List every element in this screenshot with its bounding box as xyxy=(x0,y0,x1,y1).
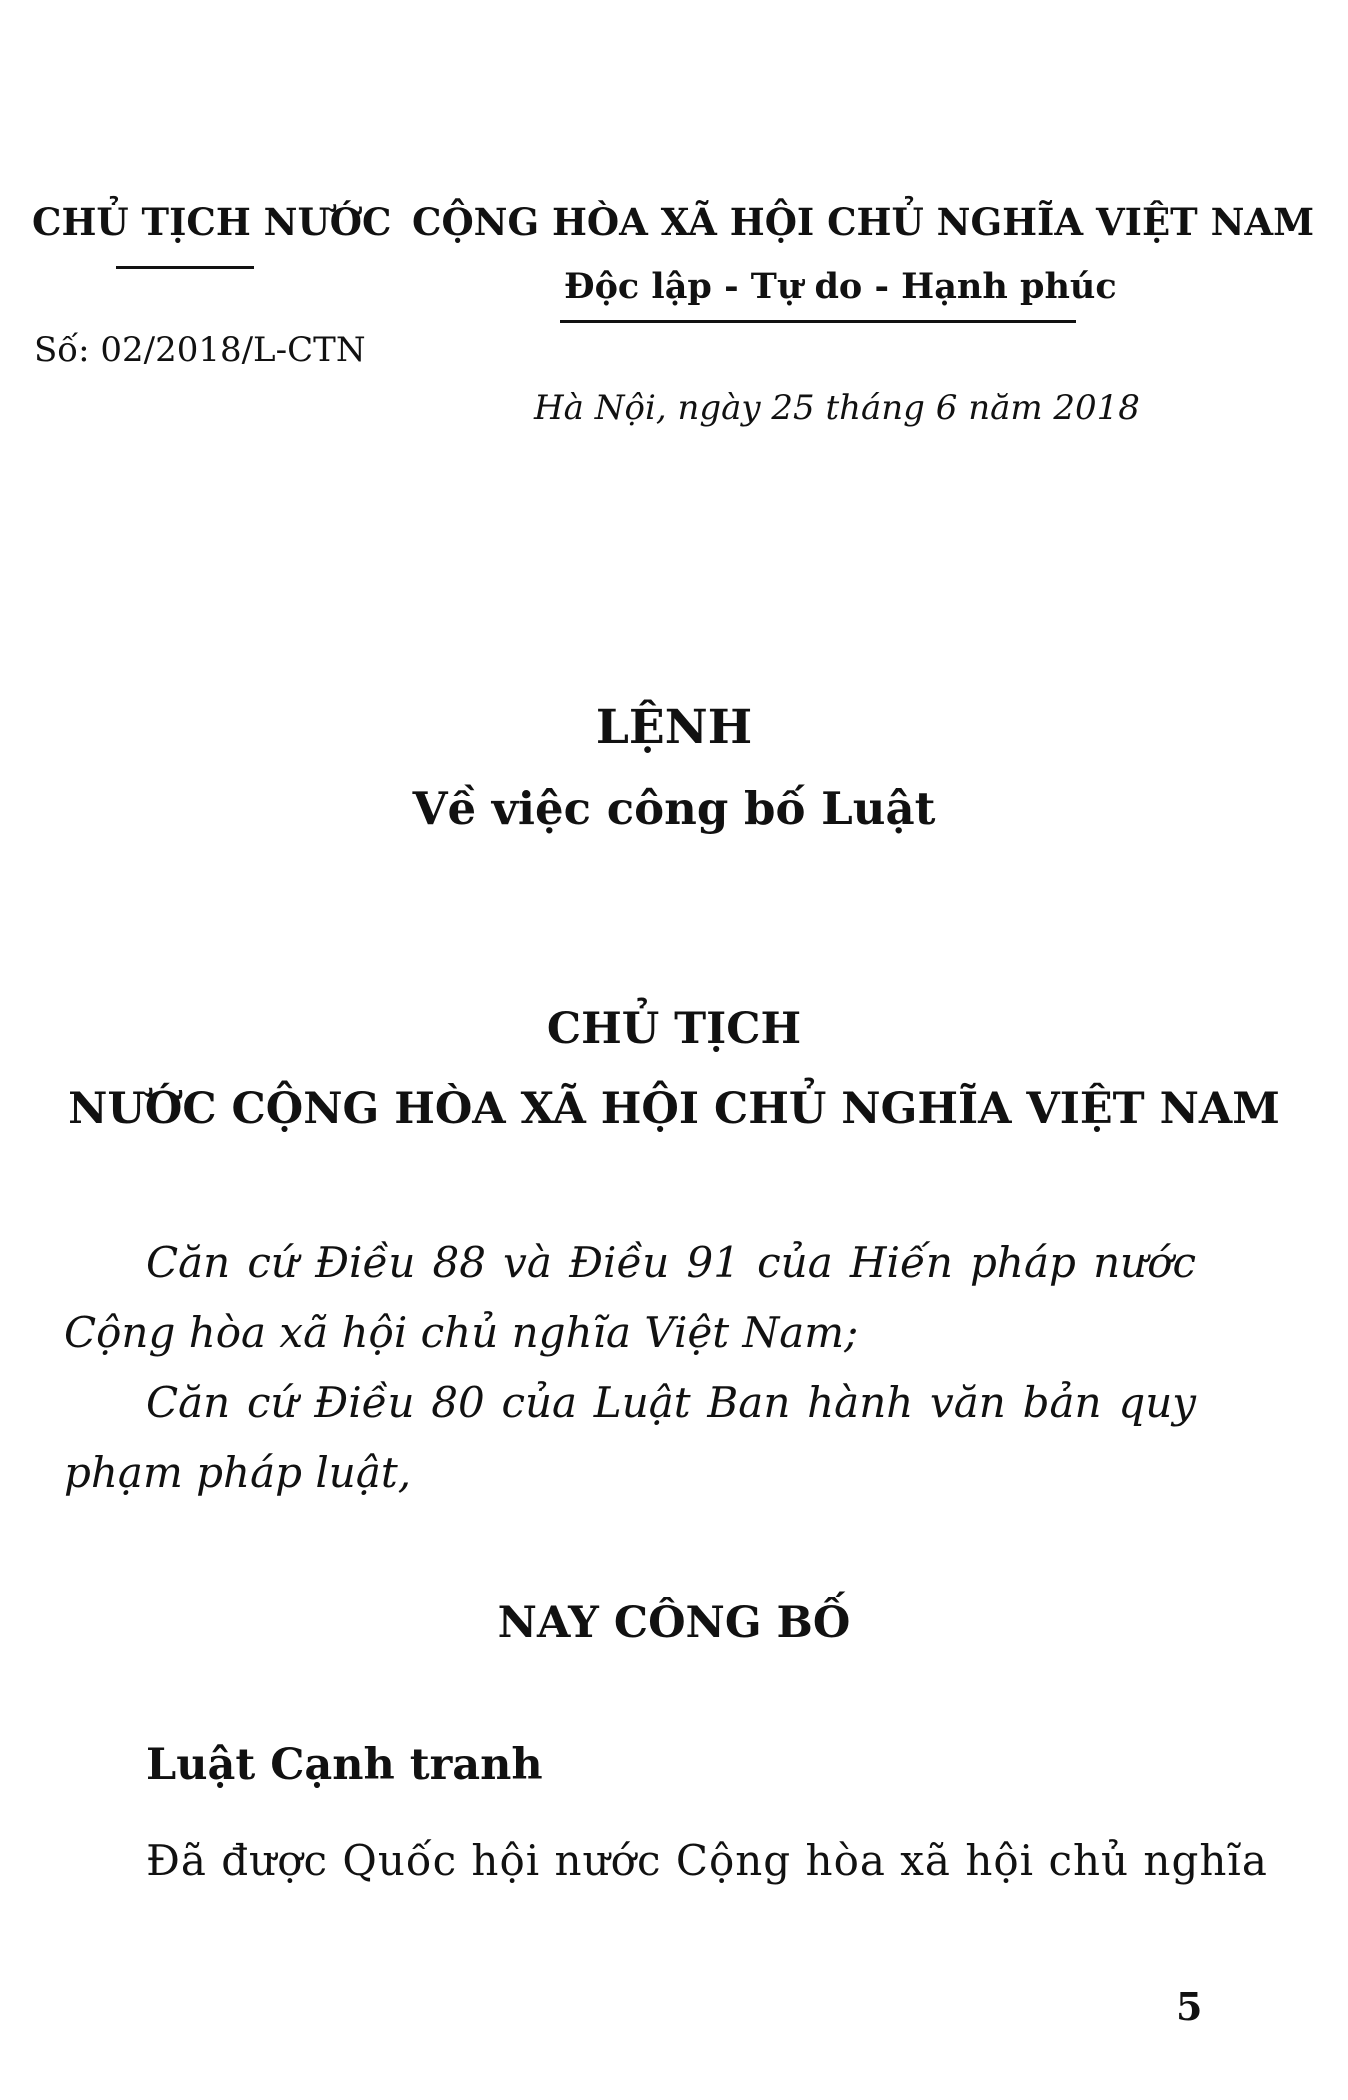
document-number: Số: 02/2018/L-CTN xyxy=(34,330,366,370)
promulgation-heading: NAY CÔNG BỐ xyxy=(497,1598,851,1648)
page-number: 5 xyxy=(1176,1984,1203,2029)
document-subtitle: Về việc công bố Luật xyxy=(412,782,936,835)
authority-title: CHỦ TỊCH xyxy=(546,1004,802,1054)
place-and-date: Hà Nội, ngày 25 tháng 6 năm 2018 xyxy=(534,388,1140,428)
issuer-underline xyxy=(116,266,254,269)
document-title: LỆNH xyxy=(595,700,753,755)
national-motto: Độc lập - Tự do - Hạnh phúc xyxy=(564,266,1117,307)
passed-by-text: Đã được Quốc hội nước Cộng hòa xã hội chủ nghĩa xyxy=(146,1836,1268,1885)
law-name: Luật Cạnh tranh xyxy=(146,1740,543,1790)
motto-underline xyxy=(560,320,1076,323)
country-name: CỘNG HÒA XÃ HỘI CHỦ NGHĨA VIỆT NAM xyxy=(412,200,1315,244)
authority-country: NƯỚC CỘNG HÒA XÃ HỘI CHỦ NGHĨA VIỆT NAM xyxy=(68,1084,1280,1134)
legal-basis-constitution: Căn cứ Điều 88 và Điều 91 của Hiến pháp nước Cộng hòa xã hội chủ nghĩa Việt Nam; xyxy=(64,1238,1196,1357)
issuer-label: CHỦ TỊCH NƯỚC xyxy=(32,200,392,244)
legal-basis-law: Căn cứ Điều 80 của Luật Ban hành văn bản quy phạm pháp luật, xyxy=(64,1378,1196,1497)
